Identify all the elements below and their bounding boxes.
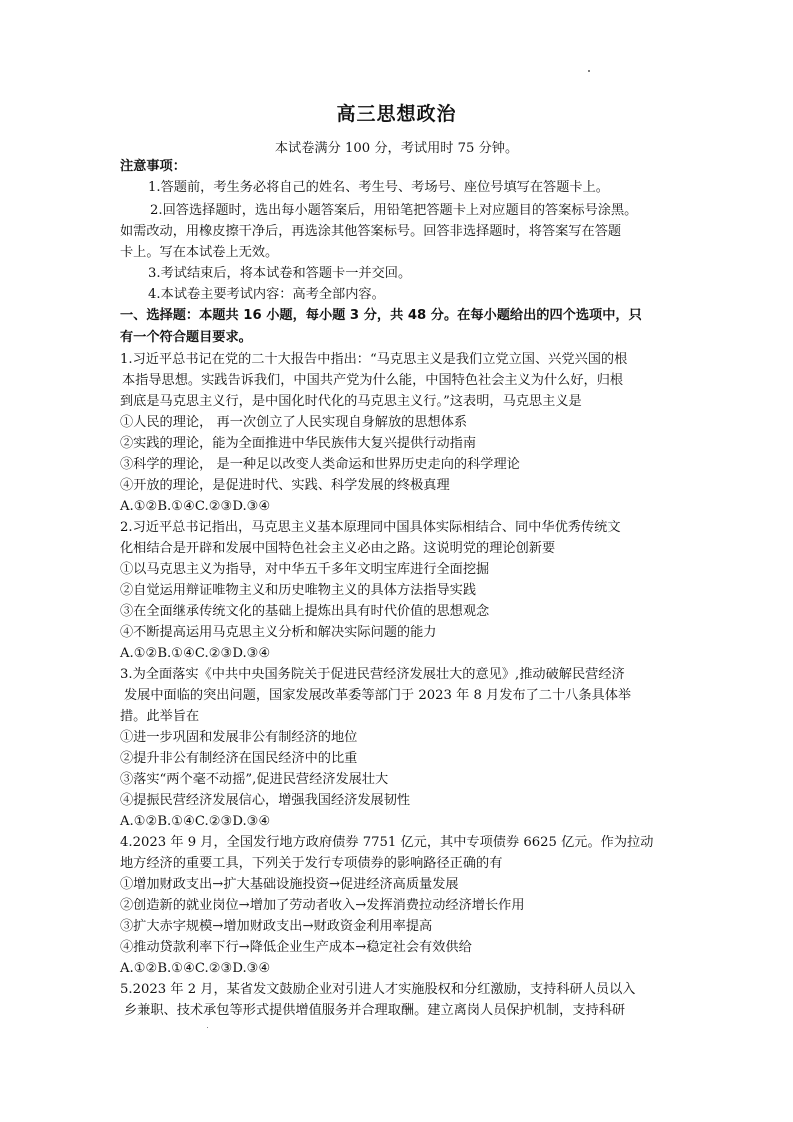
question-4-answers: A.①②B.①④C.②③D.③④ [120,961,271,976]
question-1-option: ③科学的理论， 是一种足以改变人类命运和世界历史走向的科学理论 [120,457,520,472]
question-1-stem: 1.习近平总书记在党的二十大报告中指出：“马克思主义是我们立党立国、兴党兴国的根 [120,352,628,367]
notes-heading: 注意事项： [120,159,186,174]
question-3-stem: 3.为全面落实《中共中央国务院关于促进民营经济发展壮大的意见》,推动破解民营经济 [120,667,625,682]
question-3-option: ③落实“两个毫不动摇”,促进民营经济发展壮大 [120,772,389,787]
question-2-option: ①以马克思主义为指导，对中华五千多年文明宝库进行全面挖掘 [120,562,490,577]
question-3-answers: A.①②B.①④C.②③D.③④ [120,814,271,829]
note-item-2: 2.回答选择题时，选出每小题答案后，用铅笔把答题卡上对应题目的答案标号涂黑。 [150,203,638,218]
question-3-stem: 措。此举旨在 [120,709,200,724]
question-1-option: ①人民的理论， 再一次创立了人民实现自身解放的思想体系 [120,415,468,430]
section-heading: 一、选择题：本题共 16 小题，每小题 3 分，共 48 分。在每小题给出的四个选项中，只 [120,308,642,323]
note-item-3: 3.考试结束后，将本试卷和答题卡一并交回。 [148,266,412,281]
question-1-stem: 本指导思想。实践告诉我们，中国共产党为什么能，中国特色社会主义为什么好，归根 [122,373,624,388]
question-1-option: ④开放的理论，是促进时代、实践、科学发展的终极真理 [120,478,450,493]
question-4-option: ③扩大赤字规模→增加财政支出→财政资金利用率提高 [120,919,433,934]
question-2-answers: A.①②B.①④C.②③D.③④ [120,646,271,661]
question-4-option: ①增加财政支出→扩大基础设施投资→促进经济高质量发展 [120,877,459,892]
question-1-stem: 到底是马克思主义行，是中国化时代化的马克思主义行。”这表明，马克思主义是 [120,394,582,409]
exam-subtitle: 本试卷满分 100 分，考试用时 75 分钟。 [274,141,519,156]
page-speck [588,70,590,72]
section-heading-cont: 有一个符合题目要求。 [120,330,252,345]
question-3-option: ④提振民营经济发展信心，增强我国经济发展韧性 [120,793,411,808]
note-item-2-cont: 卡上。写在本试卷上无效。 [120,245,279,260]
question-3-option: ②提升非公有制经济在国民经济中的比重 [120,751,358,766]
note-item-1: 1.答题前，考生务必将自己的姓名、考生号、考场号、座位号填写在答题卡上。 [148,180,609,195]
question-4-stem: 地方经济的重要工具，下列关于发行专项债券的影响路径正确的有 [120,856,503,871]
note-item-2-cont: 如需改动，用橡皮擦干净后，再选涂其他答案标号。回答非选择题时，将答案写在答题 [120,224,622,239]
question-4-option: ②创造新的就业岗位→增加了劳动者收入→发挥消费拉动经济增长作用 [120,898,525,913]
exam-title: 高三思想政治 [336,103,457,125]
question-2-option: ③在全面继承传统文化的基础上提炼出具有时代价值的思想观念 [120,604,490,619]
question-2-option: ②自觉运用辩证唯物主义和历史唯物主义的具体方法指导实践 [120,583,477,598]
question-1-option: ②实践的理论，能为全面推进中华民族伟大复兴提供行动指南 [120,436,477,451]
question-5-stem: 5.2023 年 2 月，某省发文鼓励企业对引进人才实施股权和分红激励，支持科研人员以入 [120,982,636,997]
question-2-stem: 2.习近平总书记指出，马克思主义基本原理同中国具体实际相结合、同中华优秀传统文 [120,520,621,535]
question-3-stem: 发展中面临的突出问题，国家发展改革委等部门于 2023 年 8 月发布了二十八条具体举 [124,688,632,703]
page-speck [207,1027,208,1028]
question-2-option: ④不断提高运用马克思主义分析和解决实际问题的能力 [120,625,437,640]
question-1-answers: A.①②B.①④C.②③D.③④ [120,499,271,514]
question-5-stem: 乡兼职、技术承包等形式提供增值服务并合理取酬。建立离岗人员保护机制，支持科研 [124,1003,626,1018]
question-4-option: ④推动贷款利率下行→降低企业生产成本→稳定社会有效供给 [120,940,472,955]
question-2-stem: 化相结合是开辟和发展中国特色社会主义必由之路。这说明党的理论创新要 [120,541,556,556]
question-4-stem: 4.2023 年 9 月，全国发行地方政府债券 7751 亿元，其中专项债券 6625 亿元。作为拉动 [120,835,654,850]
question-3-option: ①进一步巩固和发展非公有制经济的地位 [120,730,358,745]
note-item-4: 4.本试卷主要考试内容：高考全部内容。 [148,287,385,302]
